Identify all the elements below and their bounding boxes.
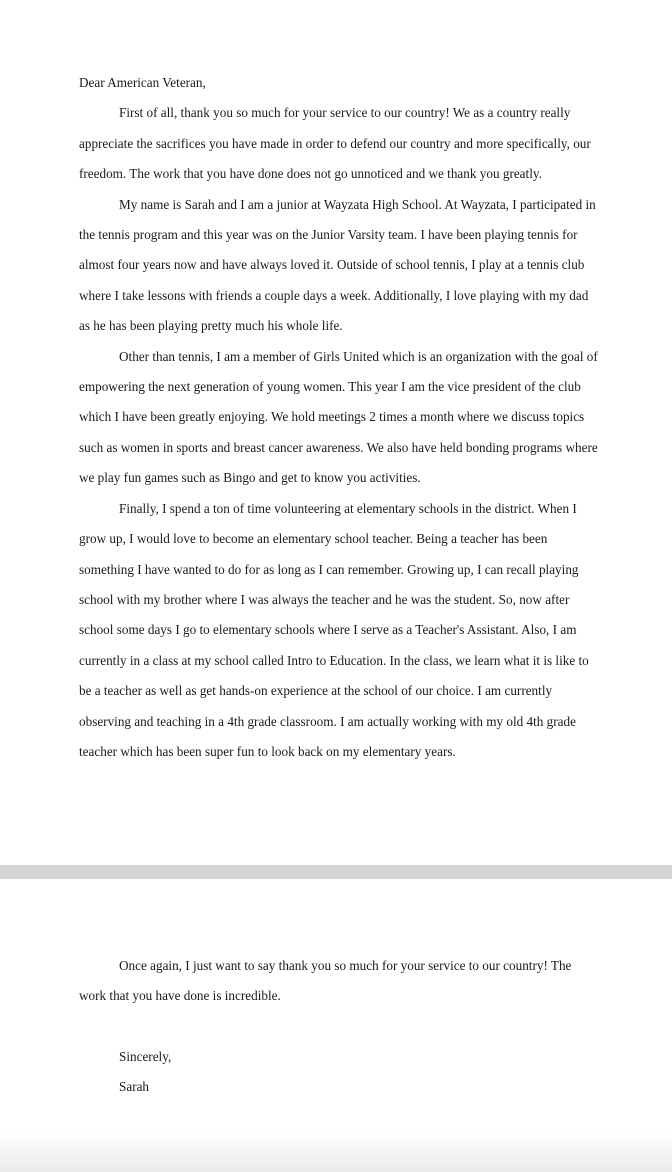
paragraph-gratitude: First of all, thank you so much for your service to our country! We as a country really appreciate the sacrifices you have made in order to defend our country and more specifically, our freedom. The work that you have done does not go unnoticed and we thank you greatly. (79, 105, 591, 182)
signature: Sarah (119, 1079, 150, 1095)
paragraph-activities: Other than tennis, I am a member of Girls United which is an organization with the goal of empowering the next generation of young women. This year I am the vice president of the club which I have been greatly enjoying. We hold meetings 2 times a month where we discuss topics such as women in sports and breast cancer awareness. We also have held bonding programs where we play fun games such as Bingo and get to know you activities. (79, 348, 598, 486)
paragraph-volunteering: Finally, I spend a ton of time volunteering at elementary schools in the district. When I grow up, I would love to become an elementary school teacher. Being a teacher has been something I have wanted to do for as long as I can remember. Growing up, I can recall playing school with my brother where I was always the teacher and he was the student. So, now after school some days I go to elementary schools where I serve as a Teacher's Assistant. Also, I am currently in a class at my school called Intro to Education. In the class, we learn what it is like to be a teacher as well as get hands-on experience at the school of our choice. I am currently observing and teaching in a 4th grade classroom. I am actually working with my old 4th grade teacher which has been super fun to look back on my elementary years. (79, 500, 589, 759)
letter-body (79, 68, 599, 767)
letter-body-continued (79, 951, 599, 1012)
paragraph-closing-thanks: Once again, I just want to say thank you so much for your service to our country! The work that you have done is incredible. (79, 958, 572, 1004)
document-page-2 (0, 879, 672, 1172)
letter-closing (119, 1042, 171, 1103)
bottom-shadow (0, 1132, 672, 1172)
paragraph-introduction: My name is Sarah and I am a junior at Wayzata High School. At Wayzata, I participated in the tennis program and this year was on the Junior Varsity team. I have been playing tennis for almost four years now and have always loved it. Outside of school tennis, I play at a tennis club where I take lessons with friends a couple days a week. Additionally, I love playing with my dad as he has been playing pretty much his whole life. (79, 196, 596, 334)
closing-phrase: Sincerely, (119, 1049, 172, 1064)
page-separator (0, 865, 672, 879)
salutation: Dear American Veteran, (79, 75, 206, 90)
